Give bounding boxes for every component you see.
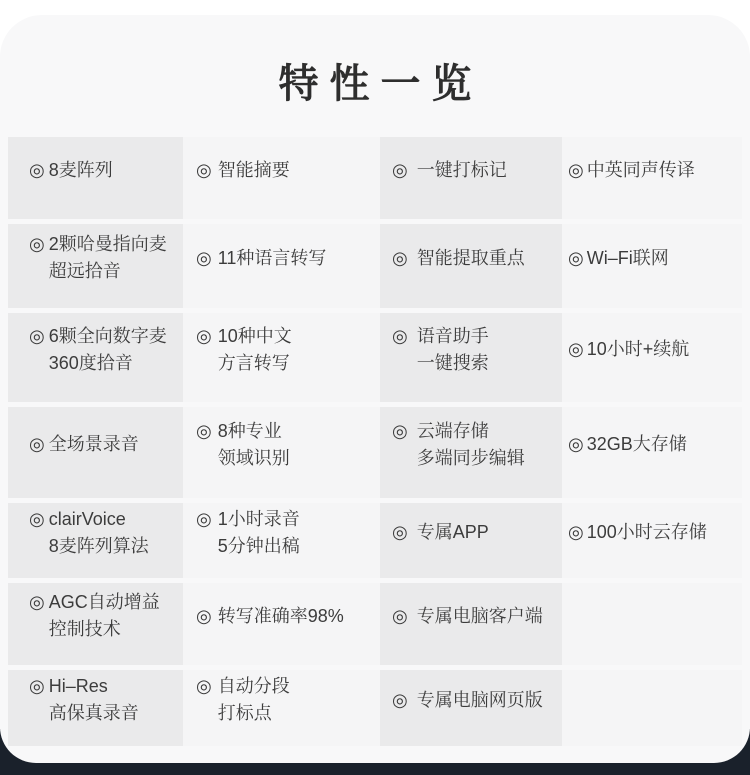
- feature-text: [218, 418, 290, 472]
- feature-item: [29, 431, 139, 458]
- bullseye-icon: ◎: [29, 434, 45, 454]
- feature-item: [392, 519, 489, 546]
- feature-text: [587, 519, 707, 546]
- feature-line: 一键打标记: [416, 159, 507, 180]
- feature-cell: [183, 313, 380, 402]
- feature-cell: [183, 407, 380, 498]
- bullseye-icon: ◎: [196, 420, 212, 441]
- feature-line: 32GB大存储: [586, 434, 687, 454]
- feature-line: 智能摘要: [217, 159, 290, 180]
- feature-line: 100小时云存储: [586, 522, 707, 542]
- feature-line: 智能提取重点: [416, 247, 525, 268]
- feature-line: 全场景录音: [48, 434, 139, 454]
- bullseye-icon: ◎: [568, 159, 584, 180]
- feature-text: [49, 506, 149, 560]
- feature-text: [417, 157, 507, 184]
- feature-item: [568, 245, 669, 272]
- feature-item: [392, 323, 489, 377]
- feature-item: [568, 336, 689, 363]
- feature-item: [29, 673, 139, 727]
- bullseye-icon: ◎: [392, 247, 408, 268]
- feature-text: [417, 245, 525, 272]
- feature-cell: [562, 670, 742, 746]
- feature-item: [392, 418, 525, 472]
- bullseye-icon: ◎: [568, 247, 584, 268]
- feature-line: 转写准确率98%: [217, 605, 344, 626]
- feature-item: [196, 157, 290, 184]
- feature-line: 6颗全向数字麦: [48, 325, 167, 346]
- feature-grid: [8, 137, 742, 746]
- feature-line: 自动分段: [217, 676, 290, 696]
- bullseye-icon: ◎: [392, 159, 408, 180]
- feature-line: 8种专业: [217, 420, 282, 441]
- feature-item: [29, 589, 160, 643]
- bullseye-icon: ◎: [196, 676, 212, 696]
- feature-text: [587, 157, 695, 184]
- feature-cell: [183, 137, 380, 219]
- bullseye-icon: ◎: [392, 420, 408, 441]
- feature-cell: [380, 313, 562, 402]
- feature-text: [218, 506, 300, 560]
- feature-line: 中英同声传译: [586, 159, 695, 180]
- feature-line: Hi–Res: [48, 676, 108, 696]
- feature-line: 10种中文: [217, 325, 292, 346]
- feature-item: [568, 431, 687, 458]
- feature-line: 5分钟出稿: [217, 535, 300, 556]
- feature-item: [196, 418, 290, 472]
- feature-line: 高保真录音: [48, 703, 139, 723]
- feature-line: clairVoice: [48, 508, 126, 529]
- feature-line: AGC自动增益: [48, 592, 160, 612]
- feature-line: 领域识别: [217, 447, 290, 468]
- bullseye-icon: ◎: [29, 508, 45, 529]
- feature-text: [49, 431, 139, 458]
- feature-text: [587, 336, 690, 363]
- feature-cell: [380, 583, 562, 665]
- feature-line: 专属电脑客户端: [416, 605, 543, 626]
- feature-text: [49, 157, 113, 184]
- feature-text: [49, 589, 160, 643]
- feature-text: [49, 673, 139, 727]
- bullseye-icon: ◎: [392, 522, 408, 542]
- feature-cell: [183, 670, 380, 746]
- feature-cell: [8, 583, 183, 665]
- feature-line: 2颗哈曼指向麦: [48, 234, 167, 254]
- bullseye-icon: ◎: [392, 325, 408, 346]
- feature-cell: [183, 583, 380, 665]
- feature-item: [392, 603, 543, 630]
- feature-line: 多端同步编辑: [416, 447, 525, 468]
- feature-text: [218, 245, 327, 272]
- bullseye-icon: ◎: [392, 689, 408, 710]
- feature-line: 一键搜索: [416, 352, 489, 373]
- feature-cell: [8, 137, 183, 219]
- feature-item: [196, 603, 344, 630]
- feature-text: [49, 231, 167, 285]
- feature-text: [417, 323, 489, 377]
- feature-line: 1小时录音: [217, 508, 300, 529]
- bullseye-icon: ◎: [568, 522, 584, 542]
- bullseye-icon: ◎: [568, 339, 584, 359]
- page-title: 特性一览: [278, 61, 483, 106]
- bullseye-icon: ◎: [392, 605, 408, 626]
- feature-cell: [562, 224, 742, 308]
- feature-line: 11种语言转写: [217, 247, 327, 268]
- bullseye-icon: ◎: [196, 247, 212, 268]
- feature-item: [29, 506, 149, 560]
- feature-line: 专属电脑网页版: [416, 689, 543, 710]
- bullseye-icon: ◎: [196, 159, 212, 180]
- bullseye-icon: ◎: [29, 234, 45, 254]
- feature-line: 打标点: [217, 703, 272, 723]
- bullseye-icon: ◎: [29, 592, 45, 612]
- feature-cell: [562, 503, 742, 578]
- feature-line: 语音助手: [416, 325, 489, 346]
- feature-cell: [380, 224, 562, 308]
- feature-item: [196, 673, 290, 727]
- feature-line: 超远拾音: [48, 261, 121, 281]
- feature-item: [392, 687, 543, 714]
- feature-line: 8麦阵列: [48, 159, 113, 180]
- feature-item: [568, 157, 695, 184]
- feature-cell: [183, 224, 380, 308]
- feature-line: Wi–Fi联网: [586, 247, 669, 268]
- bullseye-icon: ◎: [568, 434, 584, 454]
- feature-cell: [183, 503, 380, 578]
- feature-item: [392, 157, 507, 184]
- feature-cell: [8, 224, 183, 308]
- feature-line: 云端存储: [416, 420, 489, 441]
- feature-cell: [562, 313, 742, 402]
- feature-line: 10小时+续航: [586, 339, 690, 359]
- feature-line: 360度拾音: [48, 352, 133, 373]
- feature-cell: [380, 137, 562, 219]
- bullseye-icon: ◎: [196, 508, 212, 529]
- feature-item: [29, 231, 167, 285]
- bullseye-icon: ◎: [196, 325, 212, 346]
- feature-text: [417, 418, 525, 472]
- feature-cell: [8, 503, 183, 578]
- feature-line: 8麦阵列算法: [48, 535, 149, 556]
- feature-text: [587, 245, 669, 272]
- feature-item: [29, 323, 167, 377]
- feature-text: [417, 687, 543, 714]
- feature-text: [417, 603, 543, 630]
- title-section: [0, 15, 750, 137]
- feature-text: [218, 323, 292, 377]
- feature-text: [218, 157, 290, 184]
- feature-cell: [562, 137, 742, 219]
- feature-line: 控制技术: [48, 619, 121, 639]
- feature-text: [587, 431, 687, 458]
- bullseye-icon: ◎: [29, 325, 45, 346]
- feature-item: [196, 506, 300, 560]
- feature-panel: [0, 15, 750, 763]
- feature-item: [568, 519, 707, 546]
- feature-item: [29, 157, 113, 184]
- feature-text: [49, 323, 167, 377]
- feature-cell: [380, 503, 562, 578]
- feature-text: [218, 673, 290, 727]
- feature-text: [417, 519, 489, 546]
- feature-text: [218, 603, 344, 630]
- feature-cell: [380, 670, 562, 746]
- feature-cell: [8, 313, 183, 402]
- bullseye-icon: ◎: [29, 676, 45, 696]
- feature-cell: [8, 407, 183, 498]
- feature-cell: [562, 407, 742, 498]
- feature-line: 方言转写: [217, 352, 290, 373]
- feature-line: 专属APP: [416, 522, 489, 542]
- feature-cell: [562, 583, 742, 665]
- bullseye-icon: ◎: [196, 605, 212, 626]
- feature-item: [392, 245, 525, 272]
- feature-item: [196, 245, 326, 272]
- bullseye-icon: ◎: [29, 159, 45, 180]
- feature-cell: [380, 407, 562, 498]
- feature-item: [196, 323, 292, 377]
- feature-cell: [8, 670, 183, 746]
